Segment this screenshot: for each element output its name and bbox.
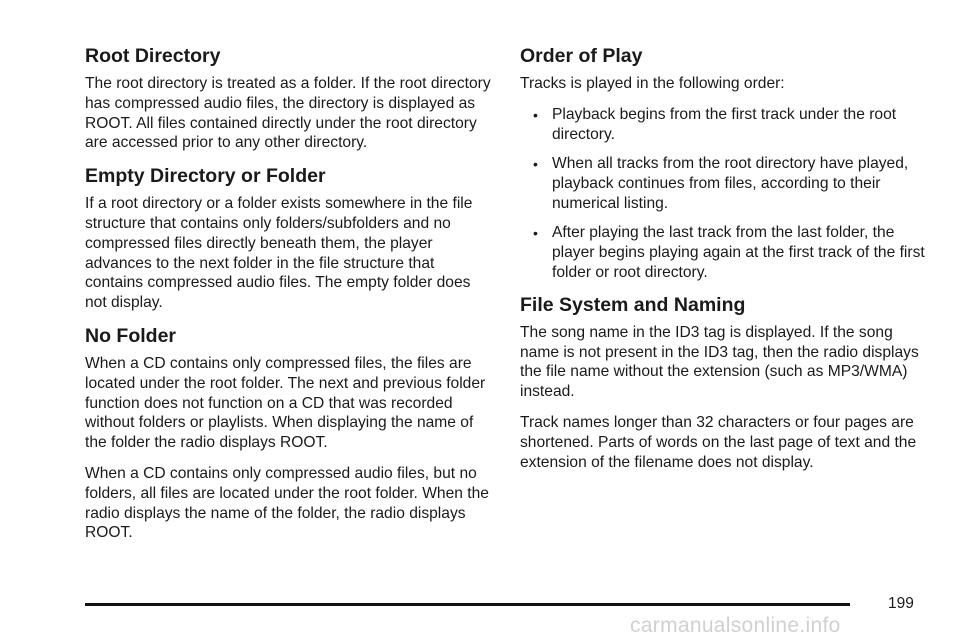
section-file-system bbox=[520, 293, 935, 473]
paragraph: If a root directory or a folder exists somewhere in the file structure that contains only folders/subfolders and no compressed files directly beneath them, the player advances to the next folder in the file structure that contains compressed audio files. The empty folder does not display. bbox=[85, 195, 473, 312]
list-item-text: When all tracks from the root directory have played, playback continues from files, according to their numerical listing. bbox=[552, 154, 909, 212]
section-empty-directory bbox=[85, 164, 495, 313]
bullet-icon: • bbox=[533, 106, 538, 123]
heading-no-folder: No Folder bbox=[85, 324, 176, 347]
watermark: carmanualsonline.info bbox=[630, 614, 841, 637]
bullet-list bbox=[520, 105, 935, 283]
heading-empty-directory: Empty Directory or Folder bbox=[85, 165, 326, 188]
footer-rule bbox=[85, 603, 850, 606]
heading-file-system: File System and Naming bbox=[520, 293, 746, 316]
section-order-of-play bbox=[520, 44, 935, 283]
list-item-text: Playback begins from the first track under the root directory. bbox=[552, 105, 897, 143]
paragraph: The song name in the ID3 tag is displayed. If the song name is not present in the ID3 tag, then the radio displays the file name without the extension (such as MP3/WMA) instead. bbox=[520, 323, 919, 401]
section-no-folder bbox=[85, 324, 495, 543]
section-root-directory bbox=[85, 44, 495, 153]
paragraph: When a CD contains only compressed files, the files are located under the root folder. The next and previous folder function does not function on a CD that was recorded without folders or playlists. When displaying the name of the folder the radio displays ROOT. bbox=[85, 354, 486, 452]
list-item bbox=[520, 105, 935, 145]
list-item-text: After playing the last track from the last folder, the player begins playing again at the first track of the first folder or root directory. bbox=[552, 223, 925, 281]
bullet-icon: • bbox=[533, 155, 538, 172]
paragraph: Tracks is played in the following order: bbox=[520, 75, 785, 92]
left-column bbox=[85, 44, 495, 554]
list-item bbox=[520, 223, 935, 283]
right-column bbox=[520, 44, 935, 483]
paragraph: Track names longer than 32 characters or four pages are shortened. Parts of words on the last page of text and the extension of the filename does not display. bbox=[520, 413, 917, 471]
paragraph: When a CD contains only compressed audio files, but no folders, all files are located under the root folder. When the radio displays the name of the folder, the radio displays ROOT. bbox=[85, 464, 489, 542]
page-number: 199 bbox=[888, 595, 914, 612]
list-item bbox=[520, 154, 935, 214]
heading-root-directory: Root Directory bbox=[85, 45, 221, 67]
heading-order-of-play: Order of Play bbox=[520, 45, 643, 67]
paragraph: The root directory is treated as a folder. If the root directory has compressed audio files, the directory is displayed as ROOT. All files contained directly under the root directory are accessed prior to any other directory. bbox=[85, 75, 491, 152]
bullet-icon: • bbox=[533, 224, 538, 241]
